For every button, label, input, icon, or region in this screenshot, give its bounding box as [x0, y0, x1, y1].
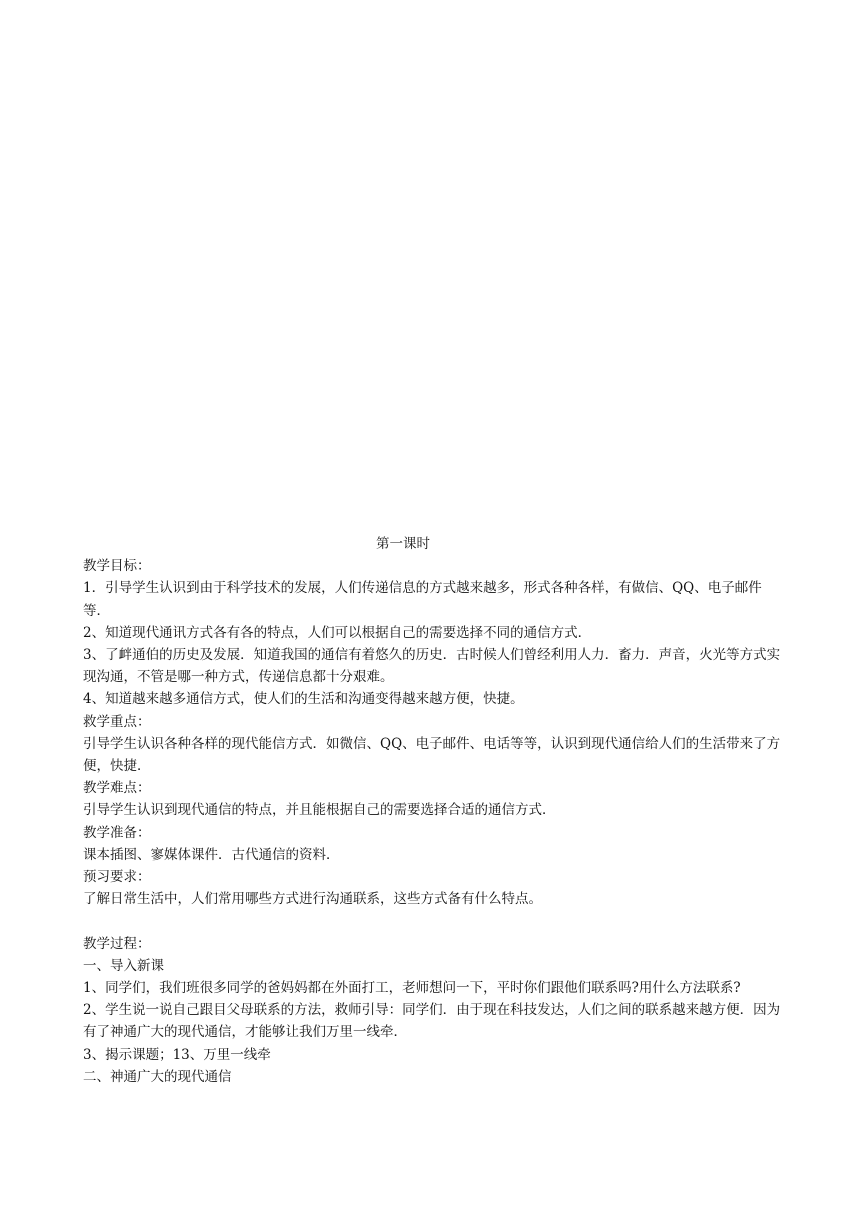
goal-item-1: 1．引导学生认识到由于科学技术的发展，人们传递信息的方式越来越多，形式各种各样，有做信、QQ、电子邮件等． [83, 580, 762, 619]
blank-line [83, 910, 783, 932]
section-heading-intro: 一、导入新课 [83, 957, 164, 974]
key-points-text: 引导学生认识各种各样的现代能信方式．如微信、QQ、电子邮件、电话等等，认识到现代通信给人们的生活带来了方便，快捷． [83, 735, 781, 775]
process-item-3: 3、揭示课题；13、万里一线牵 [83, 1046, 271, 1063]
difficulty-text: 引导学生认识到现代通信的特点，并且能根据自己的需要选择合适的通信方式． [83, 802, 556, 819]
lesson-plan-body [83, 533, 783, 1088]
difficulty-heading: 教学难点： [83, 780, 151, 797]
preview-heading: 预习要求： [83, 869, 151, 886]
process-item-2: 2、学生说一说自己跟目父母联系的方法，救师引导：同学们．由于现在科技发达，人们之间的联系越来越方便．因为有了神通广大的现代通信，才能够让我们万里一线牵． [83, 1002, 781, 1041]
preparation-text: 课本插图、寥媒体课件．古代通信的资料． [83, 846, 340, 863]
goals-heading: 教学目标： [83, 558, 151, 575]
key-points-heading: 救学重点： [83, 713, 151, 730]
section-heading-modern-communication: 二、神通广大的现代通信 [83, 1068, 232, 1085]
preview-text: 了解日常生活中，人们常用哪些方式进行沟通联系，这些方式备有什么特点。 [83, 891, 542, 908]
lesson-title: 第一课时 [376, 536, 430, 552]
goal-item-2: 2、知道现代通讯方式各有各的特点，人们可以根据自己的需要选择不同的通信方式． [83, 624, 592, 641]
preparation-heading: 教学准备： [83, 824, 151, 841]
goal-item-4: 4、知道越来越多通信方式，使人们的生活和沟通变得越来越方便，快捷。 [83, 691, 524, 708]
goal-item-3: 3、了衅通伯的历史及发展．知道我国的通信有着悠久的历史．古时候人们曾经利用人力．畜力．声音，火光等方式实现沟通，不管是哪一种方式，传递信息都十分艰难。 [83, 647, 781, 686]
process-item-1: 1、同学们，我们班很多同学的爸妈妈都在外面打工，老师想问一下，平时你们跟他们联系吗?用什么方法联系? [83, 980, 741, 997]
process-heading: 教学过程： [83, 935, 151, 952]
